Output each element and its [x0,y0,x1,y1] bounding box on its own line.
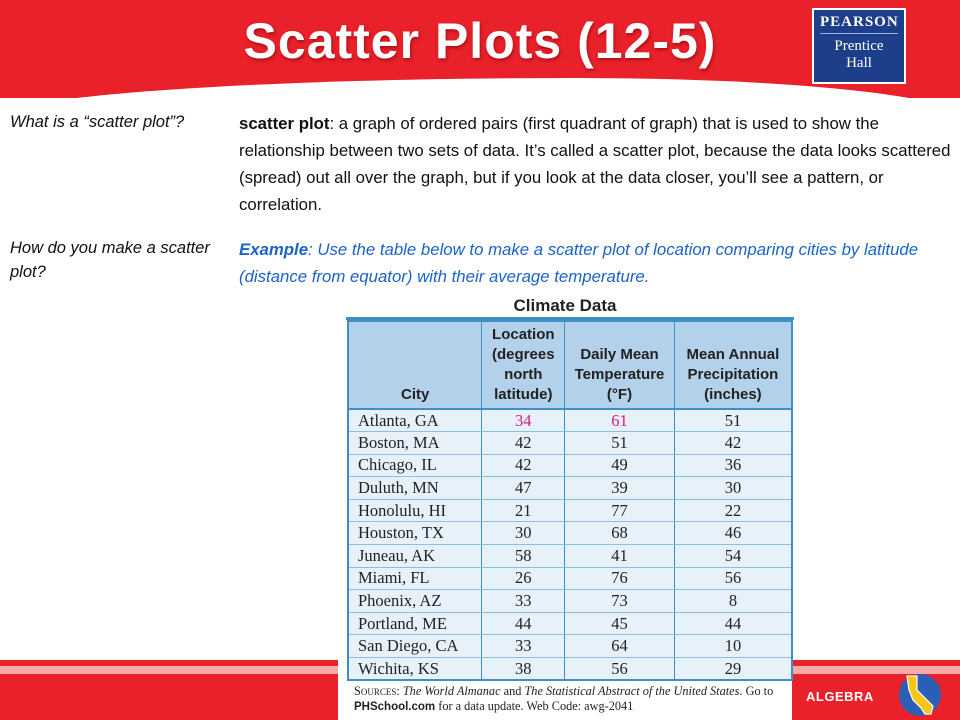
cell-latitude: 42 [482,454,565,477]
cell-precipitation: 56 [674,567,792,590]
table-sources-note [354,684,784,715]
cell-temperature: 45 [565,612,675,635]
cell-city: Honolulu, HI [348,499,482,522]
table-row [348,635,792,658]
cell-temperature: 41 [565,545,675,568]
cell-precipitation: 42 [674,432,792,455]
table-row [348,432,792,455]
cell-latitude: 26 [482,567,565,590]
cell-city: Chicago, IL [348,454,482,477]
sources-label: Sources: [354,684,400,698]
table-row [348,409,792,432]
cell-city: Boston, MA [348,432,482,455]
pearson-prentice-hall-logo [812,8,906,84]
cell-latitude: 47 [482,477,565,500]
table-row [348,522,792,545]
sources-tail: for a data update. Web Code: awg-2041 [435,699,634,713]
cell-latitude: 33 [482,590,565,613]
question-what-is: What is a “scatter plot”? [10,113,185,131]
cell-city: Houston, TX [348,522,482,545]
table-row [348,658,792,681]
example-paragraph [239,236,951,290]
logo-line-pearson: PEARSON [820,10,898,34]
cell-temperature: 61 [565,409,675,432]
cell-temperature: 77 [565,499,675,522]
header-city: City [348,321,482,409]
cell-latitude: 38 [482,658,565,681]
cell-temperature: 39 [565,477,675,500]
slide-title: Scatter Plots (12-5) [243,13,717,69]
cell-latitude: 30 [482,522,565,545]
cell-city: Juneau, AK [348,545,482,568]
cell-precipitation: 8 [674,590,792,613]
sources-site: PHSchool.com [354,701,436,713]
cell-temperature: 56 [565,658,675,681]
table-row [348,454,792,477]
table-row [348,567,792,590]
california-state-icon [895,668,945,718]
cell-precipitation: 44 [674,612,792,635]
cell-city: Duluth, MN [348,477,482,500]
cell-city: Atlanta, GA [348,409,482,432]
cell-precipitation: 30 [674,477,792,500]
logo-line-prentice: Prentice [834,38,884,54]
definition-term: scatter plot [239,114,330,133]
sources-pub2: The Statistical Abstract of the United States [524,684,740,698]
cell-temperature: 68 [565,522,675,545]
cell-city: Wichita, KS [348,658,482,681]
table-row [348,545,792,568]
cell-latitude: 33 [482,635,565,658]
table-row [348,499,792,522]
cell-temperature: 51 [565,432,675,455]
cell-temperature: 76 [565,567,675,590]
cell-latitude: 42 [482,432,565,455]
question-how-to: How do you make a scatter plot? [10,239,210,281]
definition-paragraph [239,110,951,218]
header-location: Location (degrees north latitude) [482,321,565,409]
example-text: : Use the table below to make a scatter plot of location comparing cities by latitude (distance from equator) with their average temperature. [239,240,919,286]
definition-text: : a graph of ordered pairs (first quadrant of graph) that is used to show the relationship between two sets of data. It’s called a scatter plot, because the data looks scattered (spread) out all over the graph, but if you look at the data closer, you’ll see a pattern, or correlation. [239,114,951,214]
table-body [348,409,792,680]
sources-goto: . Go to [739,684,774,698]
cell-precipitation: 51 [674,409,792,432]
header-temperature: Daily Mean Temperature (°F) [565,321,675,409]
climate-data-figure [338,296,792,720]
table-header-row [348,321,792,409]
cell-precipitation: 22 [674,499,792,522]
cell-city: San Diego, CA [348,635,482,658]
table-row [348,477,792,500]
cell-temperature: 49 [565,454,675,477]
table-row [348,590,792,613]
example-label: Example [239,240,309,259]
cell-precipitation: 10 [674,635,792,658]
cell-city: Portland, ME [348,612,482,635]
cell-precipitation: 46 [674,522,792,545]
cell-latitude: 58 [482,545,565,568]
footer-algebra-label: ALGEBRA [806,689,874,704]
logo-line-hall: Hall [846,55,872,71]
cell-temperature: 73 [565,590,675,613]
cell-latitude: 21 [482,499,565,522]
table-row [348,612,792,635]
sources-and: and [500,684,525,698]
climate-data-table [347,320,793,681]
sources-pub1: The World Almanac [402,684,501,698]
header-precipitation: Mean Annual Precipitation (inches) [674,321,792,409]
cell-city: Phoenix, AZ [348,590,482,613]
cell-precipitation: 29 [674,658,792,681]
table-title: Climate Data [513,296,617,315]
cell-temperature: 64 [565,635,675,658]
cell-precipitation: 36 [674,454,792,477]
cell-precipitation: 54 [674,545,792,568]
cell-city: Miami, FL [348,567,482,590]
cell-latitude: 44 [482,612,565,635]
cell-latitude: 34 [482,409,565,432]
